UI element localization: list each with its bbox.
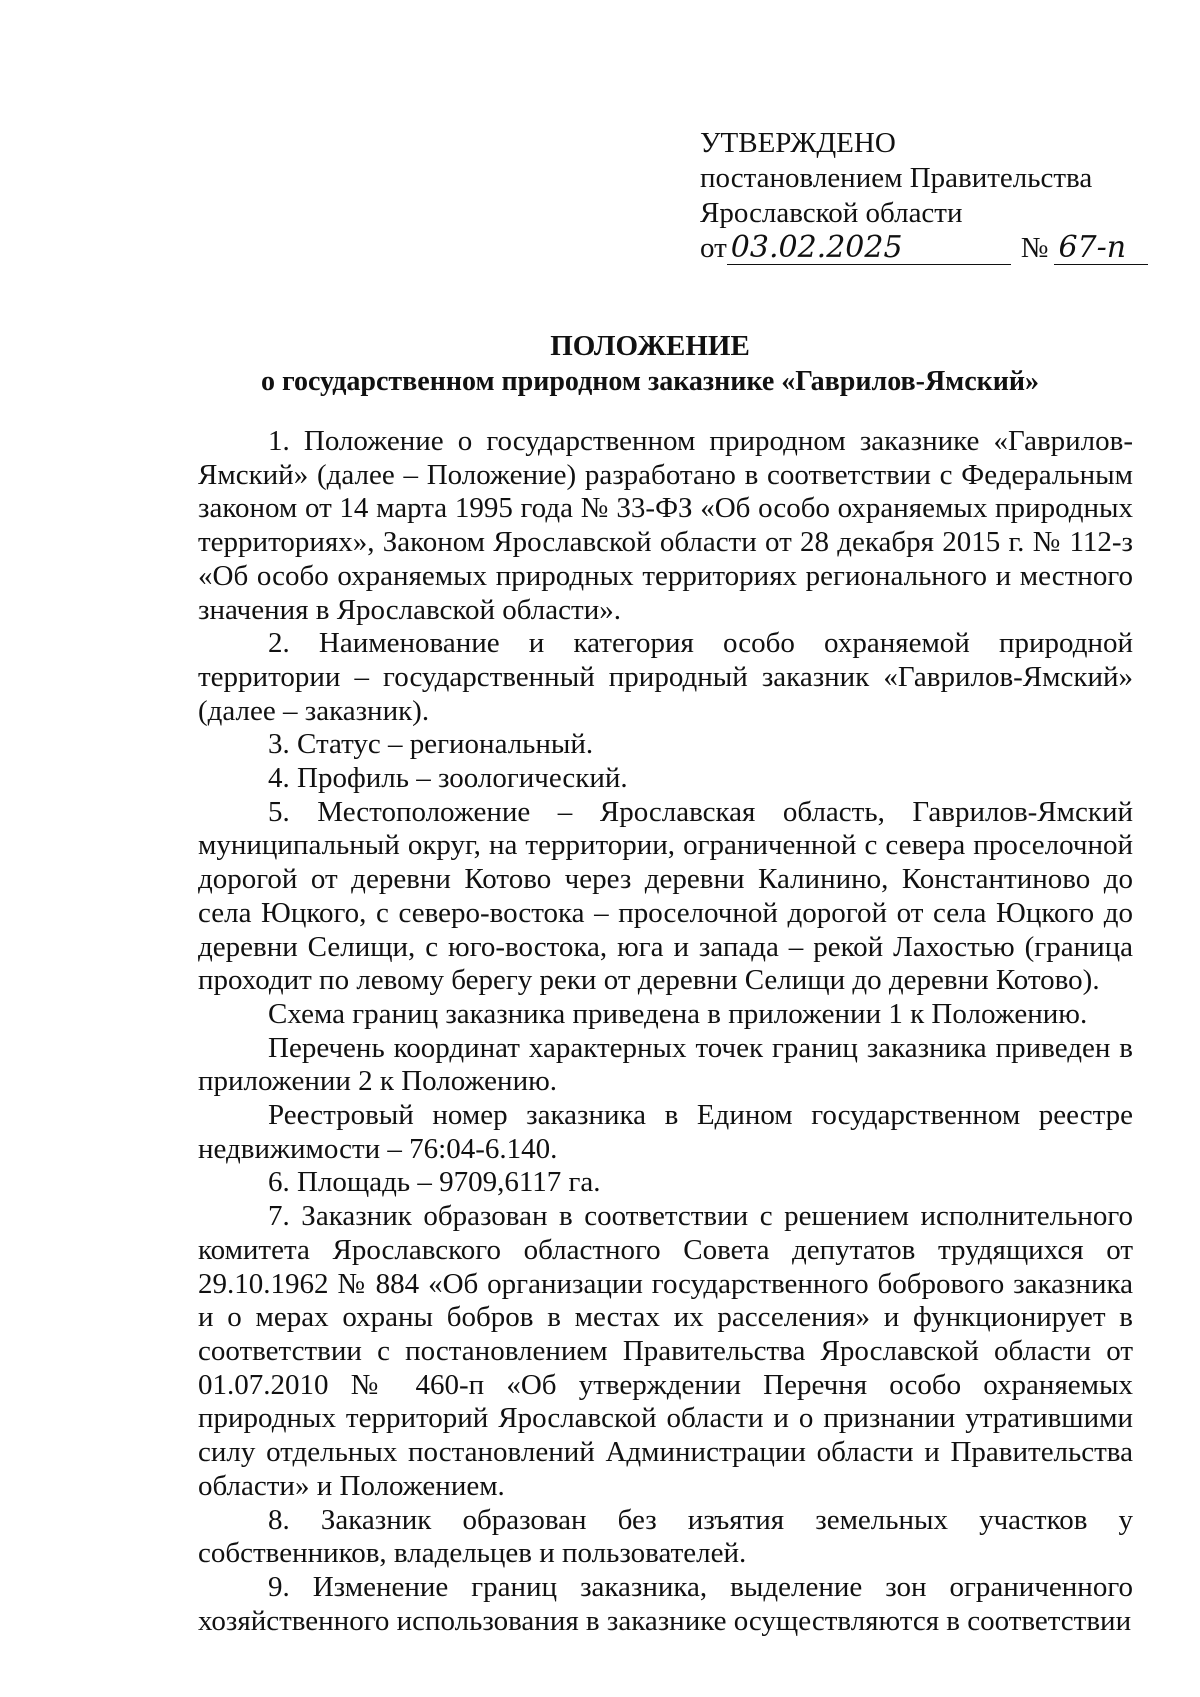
paragraph: 6. Площадь – 9709,6117 га. — [268, 1166, 601, 1199]
handwritten-date: 03.02.2025 — [727, 232, 1011, 265]
title-subheading: о государственном природном заказнике «Гаврилов-Ямский» — [260, 366, 1040, 397]
paragraph: 9. Изменение границ заказника, выделение зон ограниченного хозяйственного использования в заказнике осуществляются в соответствии — [198, 1570, 1133, 1637]
approved-label: УТВЕРЖДЕНО — [700, 127, 896, 159]
paragraph: 2. Наименование и категория особо охраняемой природной территории – государственный природный заказник «Гаврилов-Ямский» (далее – заказник). — [198, 627, 1133, 727]
date-number-line — [700, 231, 1148, 266]
paragraph: 4. Профиль – зоологический. — [268, 762, 628, 795]
document-body — [198, 425, 1133, 1638]
date-prefix: от — [700, 232, 727, 264]
paragraph: 7. Заказник образован в соответствии с решением исполнительного комитета Ярославского областного Совета депутатов трудящихся от 29.10.1962 № 884 «Об организации государственного бобрового заказника и о мерах охраны бобров в местах их расселения» и функционирует в соответствии с постановлением Правительства Ярославской области от 01.07.2010 № 460-п «Об утверждении Перечня особо охраняемых природных территорий Ярославской области и о признании утратившими силу отдельных постановлений Администрации области и Правительства области» и Положением. — [198, 1200, 1133, 1502]
paragraph: 3. Статус – региональный. — [268, 728, 594, 761]
paragraph: Реестровый номер заказника в Едином государственном реестре недвижимости – 76:04-6.140. — [198, 1099, 1133, 1165]
paragraph: 5. Местоположение – Ярославская область, Гаврилов-Ямский муниципальный округ, на территории, ограниченной с севера проселочной дорогой от деревни Котово через деревни Калинино, Константиново до села Юцкого, с северо-востока – проселочной дорогой от села Юцкого до деревни Селищи, с юго-востока, юга и запада – рекой Лахостью (граница проходит по левому берегу реки от деревни Селищи до деревни Котово). — [198, 795, 1133, 997]
title-heading: ПОЛОЖЕНИЕ — [550, 330, 750, 362]
paragraph: Перечень координат характерных точек границ заказника приведен в приложении 2 к Положению. — [198, 1031, 1133, 1098]
handwritten-number: 67-п — [1054, 232, 1148, 265]
number-sign: № — [1020, 232, 1049, 264]
approval-stamp-block — [700, 126, 1148, 266]
document-title — [0, 328, 1200, 400]
resolution-label: постановлением Правительства — [700, 162, 1093, 194]
paragraph: 8. Заказник образован без изъятия земельных участков у собственников, владельцев и пользователей. — [198, 1503, 1133, 1570]
paragraph: 1. Положение о государственном природном заказнике «Гаврилов-Ямский» (далее – Положение) разработано в соответствии с Федеральным законом от 14 марта 1995 года № 33-ФЗ «Об особо охраняемых природных территориях», Законом Ярославской области от 28 декабря 2015 г. № 112-з «Об особо охраняемых природных территориях регионального и местного значения в Ярославской области». — [198, 425, 1133, 626]
paragraph: Схема границ заказника приведена в приложении 1 к Положению. — [268, 997, 1088, 1030]
region-label: Ярославской области — [700, 197, 963, 229]
